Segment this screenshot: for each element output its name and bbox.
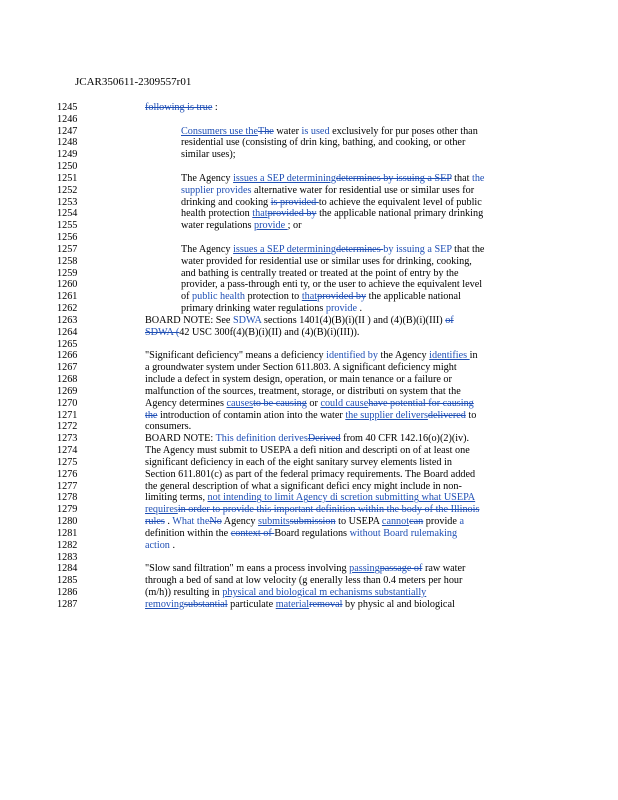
deleted-text: in order to provide this important definition within the body of the Illinois: [177, 504, 480, 516]
inserted-text: issues a SEP determining: [233, 243, 336, 255]
text-run: residential use (consisting of drin king, bathing, and cooking, or other: [181, 137, 466, 149]
inserted-text: physical and biological m echanisms substantially: [222, 587, 427, 599]
line-number: 1261: [57, 291, 78, 303]
line-number: 1273: [57, 433, 78, 445]
text-run: in: [469, 350, 478, 362]
inserted-text: passing: [349, 563, 380, 575]
line-text: [145, 362, 457, 374]
text-run: of: [181, 291, 193, 303]
line-number: 1247: [57, 125, 78, 137]
line-text: [145, 563, 465, 575]
line-number: 1271: [57, 409, 78, 421]
deleted-text: determines by issuing a SEP: [335, 172, 452, 184]
text-run: (m/h)) resulting in: [145, 587, 223, 599]
deleted-text: can: [409, 516, 424, 528]
line-text: [145, 398, 474, 410]
deleted-text: delivered: [427, 409, 466, 421]
line-text: [145, 457, 452, 469]
line-text: [181, 185, 474, 197]
text-run: the applicable national: [366, 291, 461, 303]
line-text: [181, 303, 362, 315]
line-text: [145, 540, 175, 552]
document-line: [0, 599, 618, 613]
added-text: action: [145, 539, 170, 551]
line-number: 1276: [57, 468, 78, 480]
inserted-text: cannot: [381, 516, 410, 528]
line-number: 1260: [57, 279, 78, 291]
line-number: 1287: [57, 598, 78, 610]
text-run: water: [273, 125, 302, 137]
deleted-text: SDWA (: [145, 326, 180, 338]
inserted-text: material: [275, 598, 310, 610]
text-run: include a defect in system design, operation, or main tenance or a failure or: [145, 374, 452, 386]
line-text: [145, 587, 426, 599]
line-text: [145, 528, 457, 540]
deleted-text: the: [145, 409, 158, 421]
line-text: [145, 492, 475, 504]
text-run: similar uses);: [181, 149, 236, 161]
text-run: to achieve the equivalent level of public: [318, 196, 482, 208]
line-number: 1263: [57, 314, 78, 326]
document-header: JCAR350611-2309557r01: [75, 76, 192, 88]
line-number: 1270: [57, 397, 78, 409]
text-run: :: [212, 102, 218, 113]
line-text: [181, 279, 482, 291]
inserted-text: the supplier delivers: [345, 409, 428, 421]
text-run: sections 1401(4)(B)(i)(II ) and (4)(B)(i)(III): [261, 314, 446, 326]
text-run: ; or: [287, 220, 302, 232]
text-run: Agency determines: [145, 397, 227, 409]
line-number: 1268: [57, 374, 78, 386]
text-run: malfunction of the sources, treatment, storage, or distributi on system that the: [145, 385, 461, 397]
text-run: to: [465, 409, 477, 421]
line-number: 1262: [57, 303, 78, 315]
line-text: [145, 445, 470, 457]
line-number: 1248: [57, 137, 78, 149]
line-text: [181, 256, 472, 268]
added-text: a: [459, 516, 464, 528]
line-number: 1279: [57, 504, 78, 516]
line-text: [145, 481, 462, 493]
deleted-text: rules: [145, 516, 165, 528]
text-run: .: [164, 516, 173, 528]
line-number: 1254: [57, 208, 78, 220]
text-run: limiting terms,: [145, 492, 208, 504]
line-text: [181, 244, 484, 256]
added-text: public health: [192, 291, 245, 303]
text-run: or: [306, 397, 321, 409]
text-run: .: [169, 539, 175, 551]
line-text: [145, 469, 475, 481]
line-text: [145, 315, 454, 327]
line-number: 1274: [57, 445, 78, 457]
added-text: provide: [325, 303, 357, 315]
line-number: 1285: [57, 575, 78, 587]
deleted-text: substantial: [184, 598, 228, 610]
deleted-text: determines: [335, 243, 384, 255]
line-text: [181, 149, 236, 161]
line-text: [181, 173, 484, 185]
inserted-text: removing: [145, 598, 185, 610]
line-number: 1245: [57, 102, 78, 113]
line-text: [181, 197, 482, 209]
inserted-text: requires: [145, 504, 178, 516]
added-text: the: [471, 172, 485, 184]
deleted-text: submission: [289, 516, 336, 528]
line-text: [145, 327, 359, 339]
inserted-text: could cause: [320, 397, 369, 409]
text-run: The Agency: [181, 172, 234, 184]
line-number: 1264: [57, 326, 78, 338]
deleted-text: The: [257, 125, 274, 137]
inserted-text: identifies: [429, 350, 470, 362]
text-run: definition within the: [145, 527, 231, 539]
line-number: 1256: [57, 232, 78, 244]
line-number: 1280: [57, 516, 78, 528]
deleted-text: of: [445, 314, 454, 326]
line-text: [181, 220, 302, 232]
added-text: is used: [301, 125, 330, 137]
line-text: [181, 126, 478, 138]
line-number: 1265: [57, 338, 78, 350]
deleted-text: No: [209, 516, 222, 528]
line-text: [145, 421, 191, 433]
text-run: through a bed of sand at low velocity (g enerally less than 0.4 meters per hour: [145, 575, 463, 587]
inserted-text: that: [301, 291, 318, 303]
line-number: 1272: [57, 421, 78, 433]
text-run: Agency: [221, 516, 259, 528]
text-run: introduction of contamin ation into the water: [157, 409, 346, 421]
line-number: 1250: [57, 161, 78, 173]
text-run: consumers.: [145, 421, 192, 433]
inserted-text: provide: [253, 220, 288, 232]
line-number: 1281: [57, 527, 78, 539]
text-run: exclusively for pur poses other than: [329, 125, 478, 137]
added-text: This definition derives: [215, 433, 308, 445]
text-run: water provided for residential use or similar uses for drinking, cooking,: [181, 255, 472, 267]
text-run: Section 611.801(c) as part of the federal primacy requirements. The Board added: [145, 468, 476, 480]
line-number: 1267: [57, 362, 78, 374]
line-number: 1282: [57, 539, 78, 551]
text-run: .: [356, 303, 363, 315]
text-run: drinking and cooking: [181, 196, 271, 208]
text-run: The Agency: [181, 243, 234, 255]
added-text: SDWA: [233, 314, 262, 326]
text-run: BOARD NOTE: See: [145, 314, 234, 326]
text-run: alternative water for residential use or similar uses for: [251, 184, 475, 196]
line-number: 1246: [57, 113, 78, 125]
deleted-text: provided by: [317, 291, 367, 303]
deleted-text: Derived: [307, 433, 341, 445]
line-number: 1269: [57, 385, 78, 397]
text-run: particulate: [227, 598, 276, 610]
text-run: from 40 CFR 142.16(o)(2)(iv).: [340, 433, 470, 445]
text-run: primary drinking water regulations: [181, 303, 326, 315]
text-run: "Significant deficiency" means a deficiency: [145, 350, 327, 362]
line-number: 1249: [57, 149, 78, 161]
line-number: 1252: [57, 184, 78, 196]
deleted-text: provided by: [267, 208, 317, 220]
text-run: that the: [451, 243, 485, 255]
deleted-text: context of: [230, 527, 275, 539]
text-run: provider, a pass-through enti ty, or the user to achieve the equivalent level: [181, 279, 483, 291]
inserted-text: not intending to limit Agency di scretion submitting what USEPA: [207, 492, 476, 504]
line-number: 1286: [57, 587, 78, 599]
text-run: raw water: [422, 563, 466, 575]
line-text: [181, 268, 459, 280]
line-number: 1266: [57, 350, 78, 362]
text-run: protection to: [244, 291, 302, 303]
added-text: by issuing a SEP: [383, 243, 452, 255]
inserted-text: issues a SEP determining: [233, 172, 336, 184]
line-text: [145, 374, 452, 386]
line-number: 1278: [57, 492, 78, 504]
inserted-text: causes: [226, 397, 254, 409]
text-run: water regulations: [181, 220, 254, 232]
text-run: health protection: [181, 208, 253, 220]
line-text: [145, 516, 464, 528]
added-text: What the: [172, 516, 210, 528]
text-run: the Agency: [377, 350, 430, 362]
text-run: to USEPA: [335, 516, 382, 528]
line-text: [145, 504, 479, 516]
line-number: 1277: [57, 480, 78, 492]
text-run: "Slow sand filtration" m eans a process involving: [145, 563, 350, 575]
text-run: the general description of what a significant defici ency might include in non-: [145, 480, 462, 492]
inserted-text: submits: [258, 516, 290, 528]
line-number: 1251: [57, 172, 78, 184]
text-run: significant deficiency in each of the eight sanitary survey elements listed in: [145, 456, 452, 468]
line-number: 1255: [57, 220, 78, 232]
text-run: Board regulations: [274, 527, 350, 539]
deleted-text: to be causing: [253, 397, 307, 409]
inserted-text: that: [252, 208, 268, 220]
text-run: by physic al and biological: [342, 598, 455, 610]
line-text: [181, 137, 465, 149]
line-text: [145, 433, 469, 445]
added-text: supplier provides: [181, 184, 252, 196]
deleted-text: is provided: [270, 196, 319, 208]
line-text: [181, 291, 461, 303]
added-text: identified by: [326, 350, 378, 362]
deleted-text: removal: [309, 598, 343, 610]
line-number: 1283: [57, 551, 78, 563]
line-text: [145, 350, 478, 362]
text-run: The Agency must submit to USEPA a defi nition and descripti on of at least one: [145, 445, 470, 457]
line-number: 1275: [57, 456, 78, 468]
text-run: provide: [423, 516, 460, 528]
line-number: 1253: [57, 196, 78, 208]
text-run: the applicable national primary drinking: [316, 208, 484, 220]
text-run: BOARD NOTE:: [145, 433, 216, 445]
deleted-text: have potential for causing: [368, 397, 474, 409]
line-number: 1257: [57, 243, 78, 255]
line-text: [145, 599, 455, 611]
line-text: [145, 575, 462, 587]
inserted-text: Consumers use the: [181, 125, 258, 137]
line-number: 1284: [57, 563, 78, 575]
line-number: 1258: [57, 255, 78, 267]
line-text: [145, 386, 461, 398]
line-number: 1259: [57, 267, 78, 279]
text-run: 42 USC 300f(4)(B)(i)(II) and (4)(B)(i)(III)).: [179, 326, 360, 338]
line-text: [145, 102, 218, 114]
line-text: [145, 410, 476, 422]
deleted-text: passage of: [379, 563, 423, 575]
text-run: that: [451, 172, 472, 184]
text-run: and bathing is centrally treated or treated at the point of entry by the: [181, 267, 459, 279]
deleted-text: following is true: [145, 102, 213, 113]
added-text: without Board rulemaking: [349, 527, 458, 539]
line-text: [181, 208, 483, 220]
text-run: a groundwater system under Section 611.803. A significant deficiency might: [145, 362, 457, 374]
